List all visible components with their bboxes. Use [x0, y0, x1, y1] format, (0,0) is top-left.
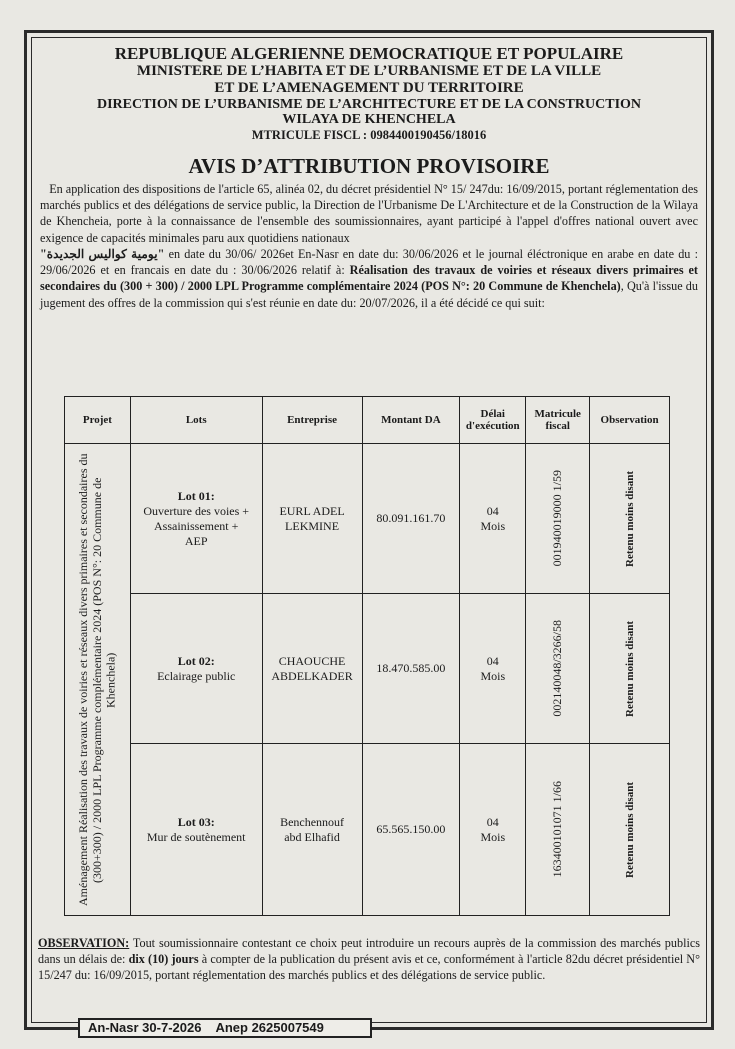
lot-title: Lot 01:: [177, 488, 215, 503]
lot-title: Lot 03:: [177, 814, 215, 829]
matricule-text: 002140048/3266/58: [550, 620, 565, 717]
lot-cell: [130, 744, 262, 916]
matricule-cell: [526, 444, 590, 594]
intro-subject: Réalisation des travaux de voiries et réseaux divers primaires et secondaires du (300 + 300) / 2000 LPL Programme complémentaire 2024 (POS N°: 20 Commune de Khenchela): [40, 263, 698, 294]
footer-paper: An-Nasr 30-7-2026: [88, 1020, 202, 1035]
notice-title: AVIS D’ATTRIBUTION PROVISOIRE: [188, 153, 550, 178]
matricule-text: 163400101071 1/66: [550, 781, 565, 878]
col-entreprise: Entreprise: [262, 397, 362, 444]
intro-paragraph: [40, 181, 698, 311]
delai-cell: 04 Mois: [460, 744, 526, 916]
observation-days: dix (10) jours: [128, 952, 199, 967]
observation-text: Retenu moins disant: [623, 781, 636, 878]
observation-text: Retenu moins disant: [623, 470, 636, 567]
intro-text-2: en date du 30/06/ 2026et En-Nasr en date du: 30/06/2026 et le journal éléctronique en arabe en date du : 29/06/2026 et en francais en date du : 30/06/2026 relatif à:: [40, 246, 698, 278]
intro-text-3: , Qu'à l'issue du jugement des offres de la commission qui s'est réunie en date du: 20/07/2026, il a été décidé ce qui suit:: [40, 279, 698, 310]
table-row: [65, 594, 670, 744]
table-header-row: [65, 397, 670, 444]
observation-cell: [590, 744, 670, 916]
table-row: [65, 744, 670, 916]
matricule-text: 001940019000 1/59: [550, 470, 565, 567]
header-direction: DIRECTION DE L’URBANISME DE L’ARCHITECTURE ET DE LA CONSTRUCTION: [96, 96, 642, 112]
attribution-table: [64, 396, 670, 916]
projet-text: Aménagement Réalisation des travaux de voiries et réseaux divers primaires et secondaires du (300+300) / 2000 LPL Programme complémentaire 2024 (POS N°: 20 Commune de Khenchela): [75, 453, 118, 906]
lot-desc: Mur de soutènement: [146, 829, 246, 844]
montant-cell: 18.470.585.00: [362, 594, 460, 744]
footer-anep: Anep 2625007549: [215, 1020, 324, 1035]
lot-desc: Eclairage public: [157, 668, 236, 683]
observation-text-a: Tout soumissionnaire contestant ce choix peut introduire un recours auprès de la commission des marchés publics dans un délais de:: [38, 936, 700, 967]
lot-cell: [130, 594, 262, 744]
header-matricule: MTRICULE FISCL : 0984400190456/18016: [251, 127, 487, 142]
arabic-newspaper: "يومية كواليس الجديدة": [40, 246, 165, 261]
observation-text-b: à compter de la publication du présent avis et ce, conformément à l'article 82du décret présidentiel N° 15/247 du: 16/09/2015, portant réglementation des marchés publics et des délégations de service public.: [38, 952, 700, 983]
table-row: [65, 444, 670, 594]
montant-cell: 80.091.161.70: [362, 444, 460, 594]
observation-text: Retenu moins disant: [623, 620, 636, 717]
observation-paragraph: [38, 935, 700, 984]
observation-cell: [590, 594, 670, 744]
col-delai: Délai d'exécution: [460, 397, 526, 444]
entreprise-cell: Benchennouf abd Elhafid: [262, 744, 362, 916]
col-projet: Projet: [65, 397, 131, 444]
header-wilaya: WILAYA DE KHENCHELA: [282, 112, 456, 128]
col-matricule: Matricule fiscal: [526, 397, 590, 444]
col-lots: Lots: [130, 397, 262, 444]
observation-cell: [590, 444, 670, 594]
lot-cell: [130, 444, 262, 594]
header-ministry-cont: ET DE L’AMENAGEMENT DU TERRITOIRE: [214, 79, 524, 96]
delai-cell: 04 Mois: [460, 444, 526, 594]
publication-footer: [78, 1018, 372, 1038]
observation-label: OBSERVATION:: [38, 936, 130, 950]
header-ministry: MINISTERE DE L’HABITA ET DE L’URBANISME ET DE LA VILLE: [136, 63, 602, 80]
entreprise-cell: EURL ADEL LEKMINE: [262, 444, 362, 594]
projet-cell: [65, 444, 131, 916]
lot-desc: Ouverture des voies + Assainissement + AEP: [143, 503, 250, 548]
montant-cell: 65.565.150.00: [362, 744, 460, 916]
notice-content: [36, 44, 702, 311]
matricule-cell: [526, 744, 590, 916]
matricule-cell: [526, 594, 590, 744]
col-montant: Montant DA: [362, 397, 460, 444]
col-observation: Observation: [590, 397, 670, 444]
lot-title: Lot 02:: [177, 653, 215, 668]
header-republic: REPUBLIQUE ALGERIENNE DEMOCRATIQUE ET POPULAIRE: [114, 44, 624, 63]
entreprise-cell: CHAOUCHE ABDELKADER: [262, 594, 362, 744]
delai-cell: 04 Mois: [460, 594, 526, 744]
intro-text-1: En application des dispositions de l'article 65, alinéa 02, du décret présidentiel N° 15/ 247du: 16/09/2015, portant réglementation des marchés publics et des délégations de service public, la Direction de l'Urbanisme De L'Architecture et de la Construction de la Wilaya de Khencheia, porte à la connaissance de l'ensemble des soumissionnaires, ayant participé à l'appel d'offres national ouvert avec exigence de capacités minimales paru aux quotidiens nationaux: [40, 181, 698, 245]
